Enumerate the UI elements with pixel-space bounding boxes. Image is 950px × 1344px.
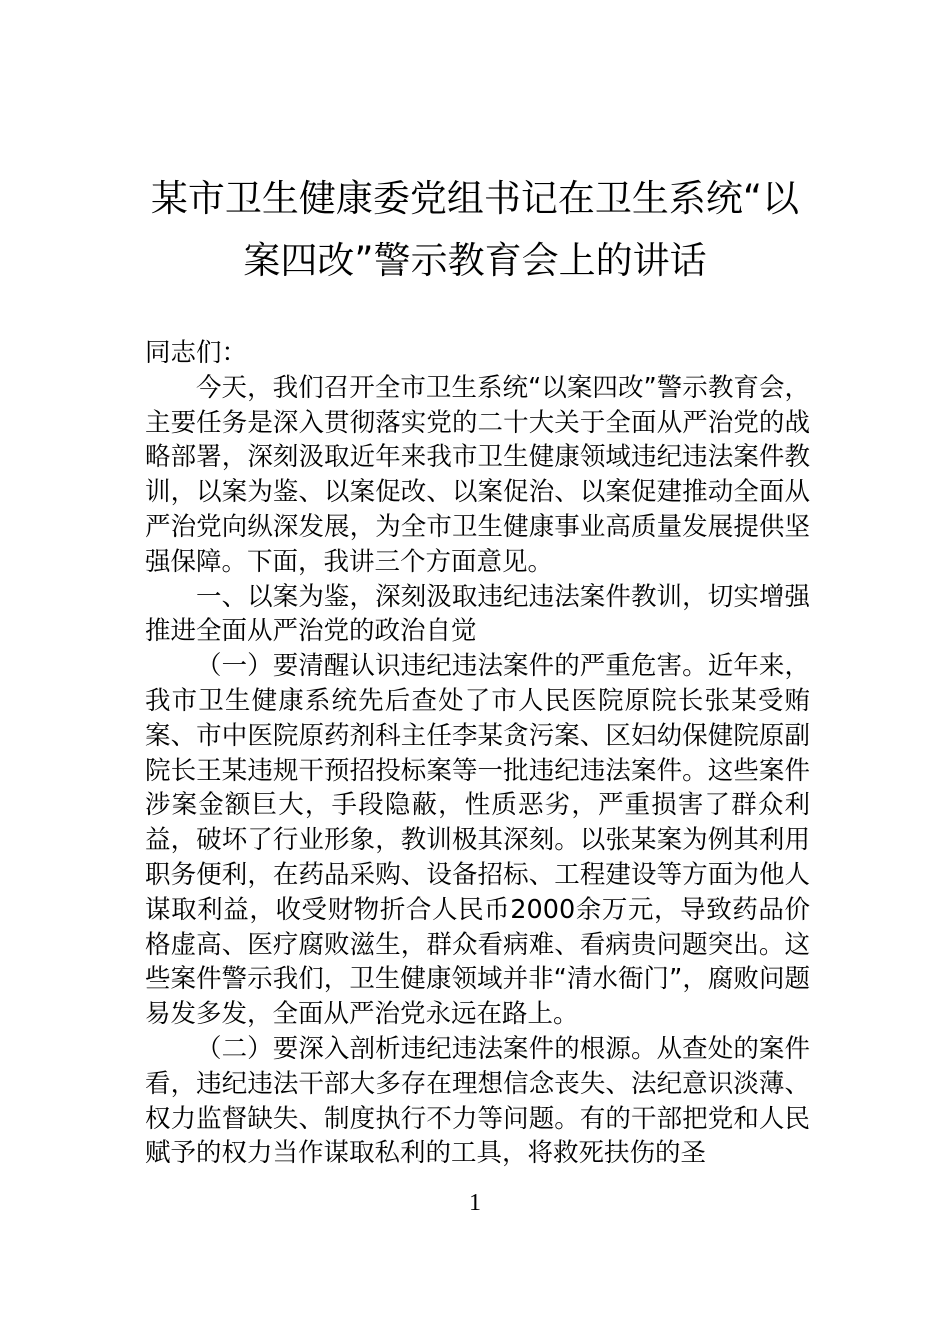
- document-body: [145, 336, 810, 1171]
- section-heading-1: 一、以案为鉴，深刻汲取违纪违法案件教训，切实增强推进全面从严治党的政治自觉: [145, 581, 810, 647]
- paragraph-intro: 今天，我们召开全市卫生系统“以案四改”警示教育会，主要任务是深入贯彻落实党的二十大关于全面从严治党的战略部署，深刻汲取近年来我市卫生健康领域违纪违法案件教训，以案为鉴、以案促改、以案促治、以案促建推动全面从严治党向纵深发展，为全市卫生健康事业高质量发展提供坚强保障。下面，我讲三个方面意见。: [145, 372, 810, 577]
- paragraph-subsection-1: （一）要清醒认识违纪违法案件的严重危害。近年来，我市卫生健康系统先后查处了市人民医院原院长张某受贿案、市中医院原药剂科主任李某贪污案、区妇幼保健院原副院长王某违规干预招投标案等一批违纪违法案件。这些案件涉案金额巨大，手段隐蔽，性质恶劣，严重损害了群众利益，破坏了行业形象，教训极其深刻。以张某案为例其利用职务便利，在药品采购、设备招标、工程建设等方面为他人谋取利益，收受财物折合人民币2000余万元，导致药品价格虚高、医疗腐败滋生，群众看病难、看病贵问题突出。这些案件警示我们，卫生健康领域并非“清水衙门”，腐败问题易发多发，全面从严治党永远在路上。: [145, 651, 810, 1030]
- document-title: 某市卫生健康委党组书记在卫生系统“以案四改”警示教育会上的讲话: [150, 177, 800, 282]
- salutation: 同志们：: [145, 338, 248, 368]
- paragraph-subsection-2: （二）要深入剖析违纪违法案件的根源。从查处的案件看，违纪违法干部大多存在理想信念丧失、法纪意识淡薄、权力监督缺失、制度执行不力等问题。有的干部把党和人民赋予的权力当作谋取私利的工具，将救死扶伤的圣: [145, 1033, 810, 1169]
- page-number: 1: [469, 1190, 481, 1216]
